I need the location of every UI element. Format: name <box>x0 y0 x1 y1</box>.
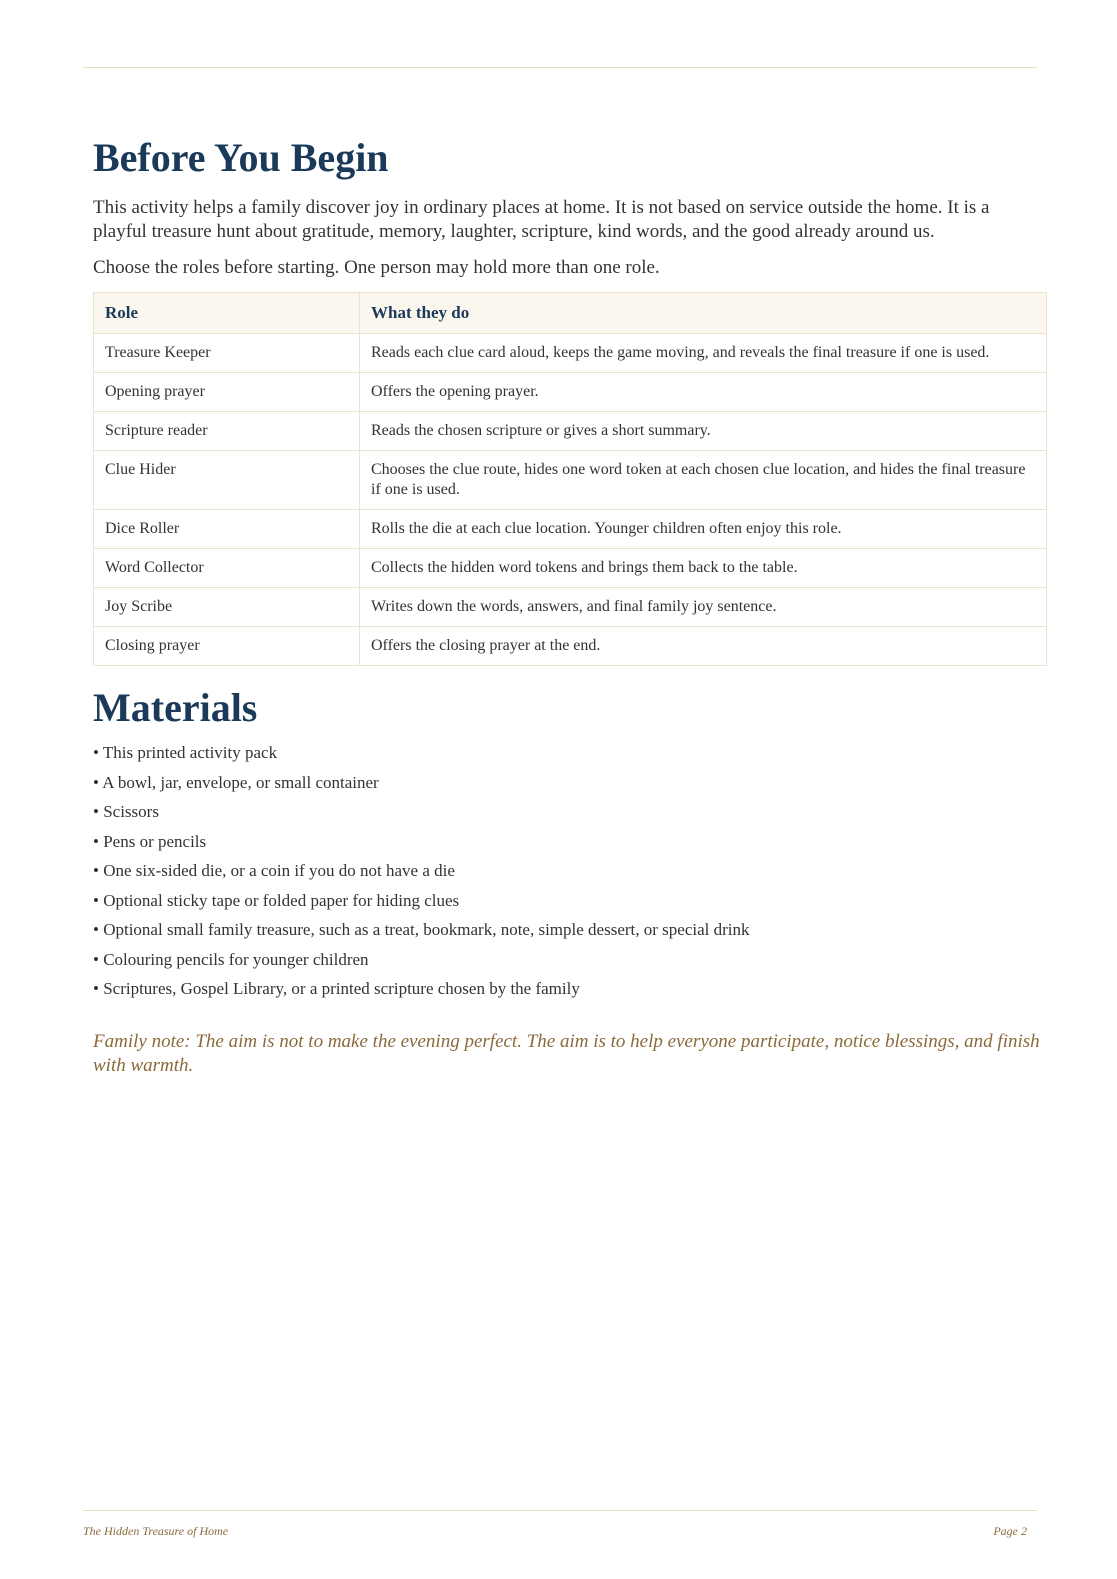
list-item: • Scissors <box>93 802 159 821</box>
header-divider <box>83 67 1037 68</box>
footer-document-title: The Hidden Treasure of Home <box>83 1524 229 1538</box>
table-row <box>94 549 1047 588</box>
table-row <box>94 588 1047 627</box>
table-row <box>94 510 1047 549</box>
footer-divider <box>83 1510 1037 1511</box>
table-header-row <box>94 293 1047 334</box>
description-cell: Reads each clue card aloud, keeps the game moving, and reveals the final treasure if one is used. <box>360 334 1047 373</box>
list-item: • Optional sticky tape or folded paper for hiding clues <box>93 890 460 910</box>
table-row <box>94 627 1047 666</box>
column-header-role: Role <box>94 293 360 334</box>
role-cell: Joy Scribe <box>94 588 360 627</box>
section-heading-materials: Materials <box>93 685 258 730</box>
role-cell: Clue Hider <box>94 451 360 510</box>
table-row <box>94 412 1047 451</box>
column-header-what-they-do: What they do <box>360 293 1047 334</box>
section-heading-before-you-begin: Before You Begin <box>93 135 389 180</box>
roles-table <box>93 292 1047 666</box>
list-item: • This printed activity pack <box>93 743 278 762</box>
table-row <box>94 373 1047 412</box>
role-cell: Scripture reader <box>94 412 360 451</box>
page-content <box>93 132 1047 1097</box>
role-cell: Word Collector <box>94 549 360 588</box>
role-cell: Treasure Keeper <box>94 334 360 373</box>
list-item: • Pens or pencils <box>93 831 207 851</box>
list-item: • Optional small family treasure, such as a treat, bookmark, note, simple dessert, or special drink <box>93 920 750 939</box>
description-cell: Rolls the die at each clue location. Younger children often enjoy this role. <box>360 510 1047 549</box>
description-cell: Collects the hidden word tokens and brings them back to the table. <box>360 549 1047 588</box>
list-item: • Scriptures, Gospel Library, or a printed scripture chosen by the family <box>93 979 580 998</box>
roles-instruction: Choose the roles before starting. One person may hold more than one role. <box>93 257 660 278</box>
description-cell: Offers the opening prayer. <box>360 373 1047 412</box>
intro-paragraph: This activity helps a family discover joy in ordinary places at home. It is not based on service outside the home. It is a playful treasure hunt about gratitude, memory, laughter, scripture, kind words, and the good already around us. <box>93 197 990 242</box>
table-row <box>94 334 1047 373</box>
description-cell: Chooses the clue route, hides one word token at each chosen clue location, and hides the final treasure if one is used. <box>360 451 1047 510</box>
materials-list <box>93 738 1047 1004</box>
role-cell: Closing prayer <box>94 627 360 666</box>
description-cell: Reads the chosen scripture or gives a short summary. <box>360 412 1047 451</box>
list-item: • One six-sided die, or a coin if you do not have a die <box>93 861 455 880</box>
footer-page-number: Page 2 <box>993 1524 1027 1538</box>
list-item: • A bowl, jar, envelope, or small container <box>93 772 379 792</box>
list-item: • Colouring pencils for younger children <box>93 949 369 969</box>
role-cell: Dice Roller <box>94 510 360 549</box>
role-cell: Opening prayer <box>94 373 360 412</box>
description-cell: Offers the closing prayer at the end. <box>360 627 1047 666</box>
family-note: Family note: The aim is not to make the evening perfect. The aim is to help everyone participate, notice blessings, and finish with warmth. <box>93 1030 1040 1076</box>
description-cell: Writes down the words, answers, and final family joy sentence. <box>360 588 1047 627</box>
table-row <box>94 451 1047 510</box>
